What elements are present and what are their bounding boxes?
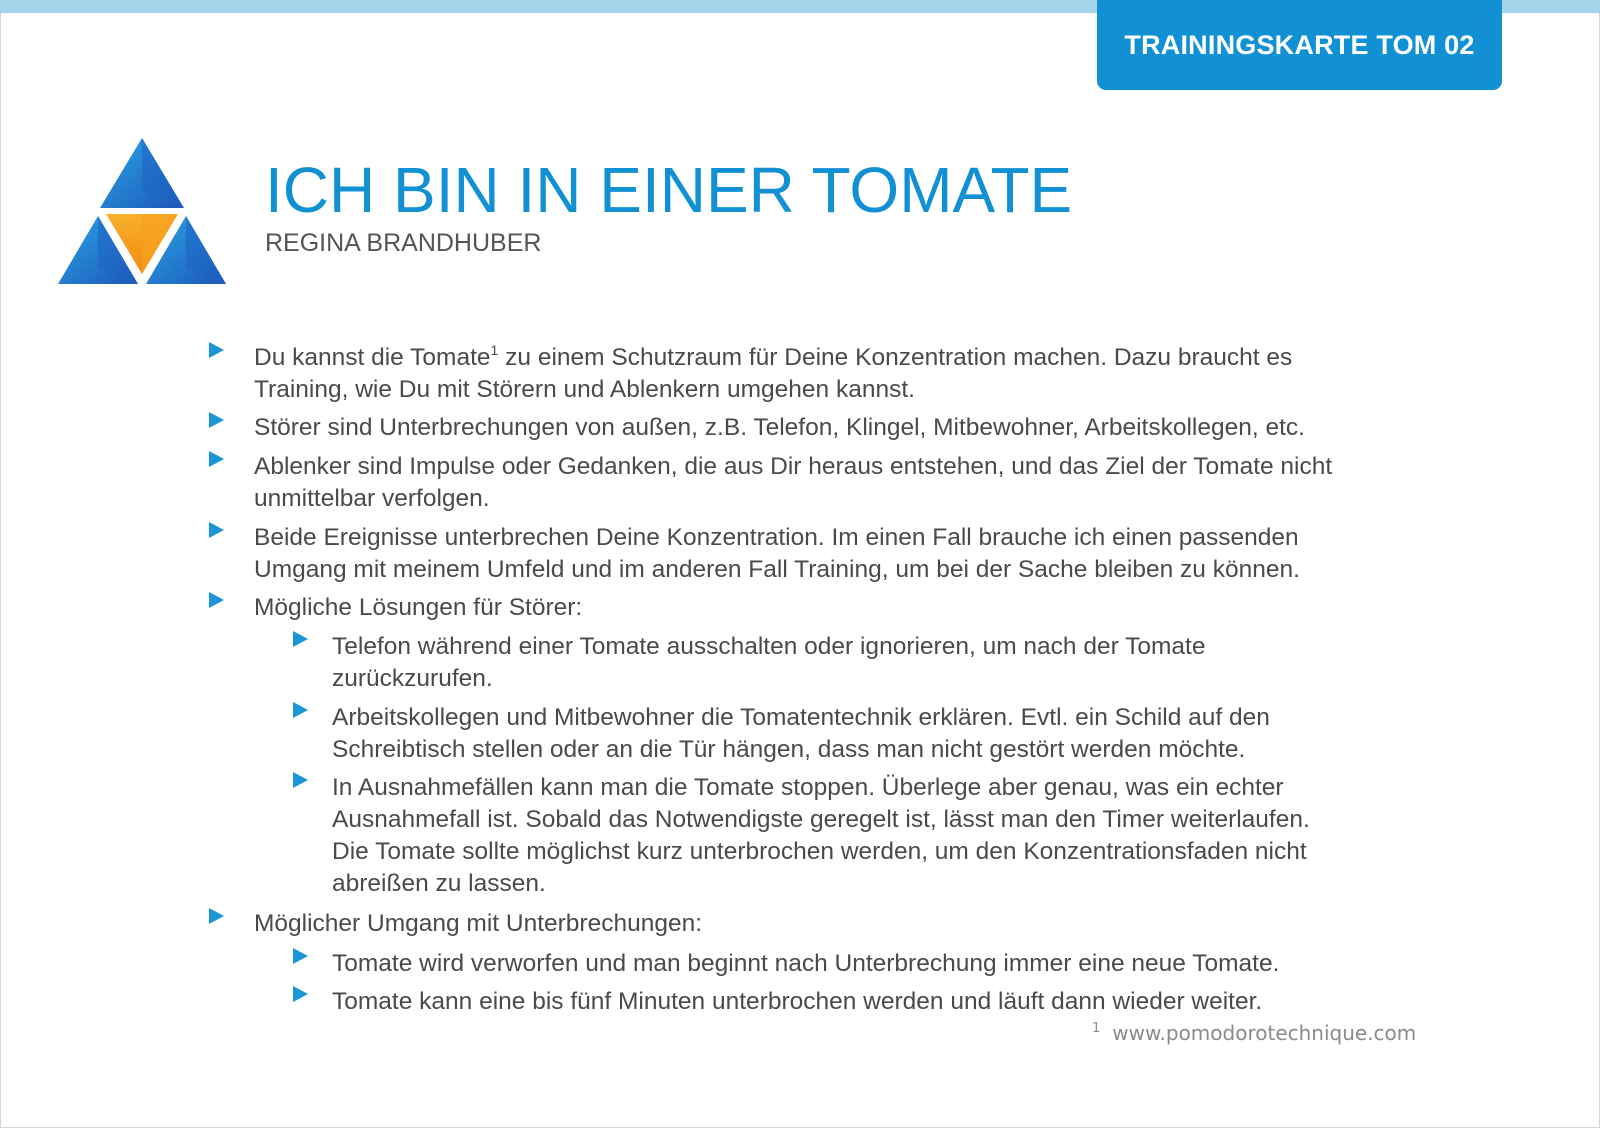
arrow-bullet-icon xyxy=(293,631,308,647)
list-item: Möglicher Umgang mit Unterbrechungen: xyxy=(254,910,703,937)
footnote-ref: 1 xyxy=(490,342,499,358)
list-item: Beide Ereignisse unterbrechen Deine Konzentration. Im einen Fall brauche ich einen passenden Umgang mit meinem Umfeld und im anderen Fall Training, um bei der Sache bleiben zu können. xyxy=(254,524,1300,583)
list-item: Du kannst die Tomate$^1$ zu einem Schutzraum für Deine Konzentration machen. Dazu braucht es Training, wie Du mit Störern und Ablenkern umgehen kannst. xyxy=(254,342,1293,403)
list-item: Arbeitskollegen und Mitbewohner die Tomatentechnik erklären. Evtl. ein Schild auf den Schreibtisch stellen oder an die Tür hängen, dass man nicht gestört werden möchte. xyxy=(332,704,1270,763)
arrow-bullet-icon xyxy=(293,702,308,718)
page-title: ICH BIN IN EINER TOMATE xyxy=(265,154,1073,226)
arrow-bullet-icon xyxy=(209,451,224,467)
list-item: Tomate kann eine bis fünf Minuten unterbrochen werden und läuft dann wieder weiter. xyxy=(332,988,1263,1015)
arrow-bullet-icon xyxy=(293,948,308,964)
arrow-bullet-icon xyxy=(293,772,308,788)
triangle-logo-icon xyxy=(56,134,228,286)
footnote-link[interactable]: www.pomodorotechnique.com xyxy=(1112,1021,1417,1045)
author-name: REGINA BRANDHUBER xyxy=(265,229,542,257)
arrow-bullet-icon xyxy=(209,592,224,608)
list-item: Mögliche Lösungen für Störer: xyxy=(254,594,583,621)
list-item: Ablenker sind Impulse oder Gedanken, die aus Dir heraus entstehen, und das Ziel der Tomate nicht unmittelbar verfolgen. xyxy=(254,453,1333,512)
arrow-bullet-icon xyxy=(209,908,224,924)
arrow-bullet-icon xyxy=(209,522,224,538)
list-item: Störer sind Unterbrechungen von außen, z.B. Telefon, Klingel, Mitbewohner, Arbeitskollegen, etc. xyxy=(254,414,1305,441)
card-label: TRAININGSKARTE TOM 02 xyxy=(1124,30,1475,60)
footnote xyxy=(1092,1021,1416,1045)
footnote-mark: 1 xyxy=(1092,1021,1101,1036)
card-label-tab xyxy=(1097,0,1502,90)
arrow-bullet-icon xyxy=(209,342,224,358)
arrow-bullet-icon xyxy=(293,986,308,1002)
arrow-bullet-icon xyxy=(209,412,224,428)
list-item: Tomate wird verworfen und man beginnt nach Unterbrechung immer eine neue Tomate. xyxy=(332,950,1280,977)
list-item: In Ausnahmefällen kann man die Tomate stoppen. Überlege aber genau, was ein echter Ausnahmefall ist. Sobald das Notwendigste geregelt ist, lässt man den Timer weiterlaufen. Die Tomate sollte möglichst kurz unterbrochen werden, um den Konzentrationsfaden nicht abreißen zu lassen. xyxy=(332,774,1310,897)
list-item: Telefon während einer Tomate ausschalten oder ignorieren, um nach der Tomate zurückzurufen. xyxy=(332,633,1206,692)
